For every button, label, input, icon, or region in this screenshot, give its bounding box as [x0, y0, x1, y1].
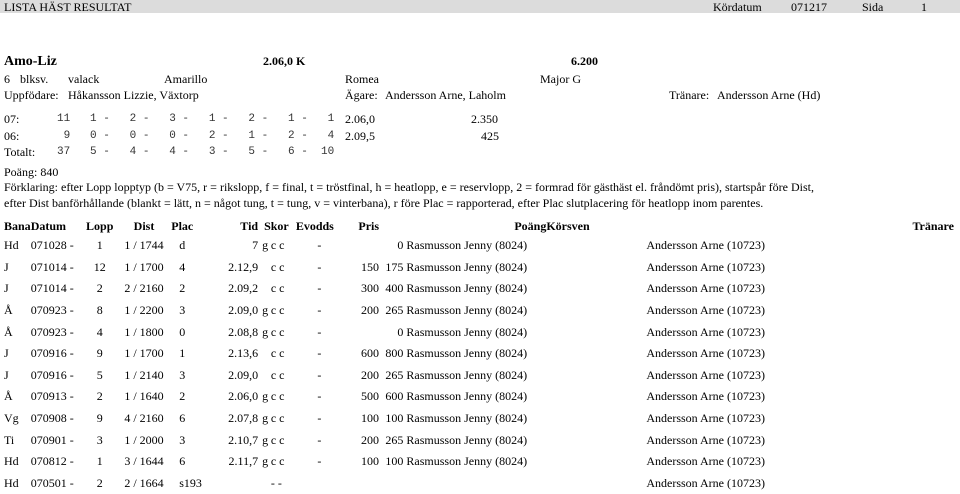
- horse-damsire: Major G: [540, 72, 581, 86]
- cell-korsven: Rasmusson Jenny (8024): [406, 324, 528, 339]
- cell-tranare: Andersson Arne (10723): [646, 432, 765, 447]
- stats-earn-06: 425: [481, 129, 499, 143]
- stats-time-07: 2.06,0: [345, 112, 375, 126]
- cell-tid: 7: [252, 238, 259, 253]
- table-row: [4, 386, 954, 408]
- stats-label-total: Totalt:: [4, 145, 36, 159]
- points: Poäng: 840: [4, 165, 59, 179]
- cell-evodds: -: [317, 346, 322, 361]
- cell-lopp: 2: [96, 281, 103, 296]
- cell-korsven: Rasmusson Jenny (8024): [406, 432, 528, 447]
- cell-dist: 4 / 2160: [124, 411, 164, 426]
- table-row: [4, 300, 954, 322]
- cell-poang: 0: [397, 238, 404, 253]
- cell-skor: g: [262, 454, 269, 469]
- cell-datum: 070901 -: [30, 432, 74, 447]
- cell-plac: 4: [179, 259, 186, 274]
- cell-poang: 400: [385, 281, 404, 296]
- trainer-name: Andersson Arne (Hd): [717, 88, 821, 102]
- col-plac: Plac: [171, 218, 194, 233]
- cell-skor: [258, 278, 271, 300]
- cell-tranare: Andersson Arne (10723): [646, 475, 765, 490]
- cell-skor: [258, 257, 271, 279]
- cell-skor: [258, 473, 271, 494]
- cell-dist: 1 / 1744: [124, 238, 164, 253]
- col-poang: Poäng: [514, 218, 547, 233]
- col-korsven: [546, 217, 812, 235]
- cell-evodds: -: [317, 411, 322, 426]
- horse-record: 2.06,0 K: [263, 54, 306, 68]
- cell-tranare: Andersson Arne (10723): [646, 238, 765, 253]
- cell-tid: 2.09,0: [228, 367, 259, 382]
- cell-korsven: Rasmusson Jenny (8024): [406, 346, 528, 361]
- cell-lopp: 5: [96, 367, 103, 382]
- cell-pris: 500: [361, 389, 380, 404]
- cell-dist: 1 / 1800: [124, 324, 164, 339]
- cell-datum: 070916 -: [30, 346, 74, 361]
- col-tranare: Tränare: [912, 218, 954, 233]
- cell-korsven: Rasmusson Jenny (8024): [406, 238, 528, 253]
- cell-cc: c c: [270, 367, 285, 382]
- cell-dist: 2 / 1664: [124, 475, 164, 490]
- breeder-name: Håkansson Lizzie, Växtorp: [68, 88, 199, 102]
- cell-tranare: Andersson Arne (10723): [646, 367, 765, 382]
- cell-skor: g: [262, 432, 269, 447]
- cell-tranare: Andersson Arne (10723): [646, 346, 765, 361]
- cell-datum: 070908 -: [30, 411, 74, 426]
- cell-tranare: Andersson Arne (10723): [646, 303, 765, 318]
- cell-cc: c c: [270, 324, 285, 339]
- stats-nums-07: 11 1 - 2 - 3 - 1 - 2 - 1 - 1: [57, 113, 335, 125]
- horse-sire: Amarillo: [164, 72, 208, 86]
- table-row: [4, 278, 954, 300]
- cell-dist: 1 / 1700: [124, 259, 164, 274]
- cell-dist: 1 / 2200: [124, 303, 164, 318]
- cell-skor: [258, 343, 271, 365]
- cell-lopp: 9: [96, 411, 103, 426]
- cell-pris: [343, 235, 379, 257]
- trainer-label: Tränare:: [669, 88, 710, 102]
- cell-bana: J: [4, 346, 9, 361]
- cell-evodds: -: [317, 259, 322, 274]
- cell-plac: 3: [179, 432, 186, 447]
- cell-tid: [217, 473, 258, 494]
- cell-cc: c c: [270, 389, 285, 404]
- cell-pris: 200: [361, 367, 380, 382]
- table-row: [4, 235, 954, 257]
- cell-korsven: Rasmusson Jenny (8024): [406, 411, 528, 426]
- cell-datum: 071014 -: [30, 281, 74, 296]
- horse-age: 6: [4, 72, 10, 86]
- cell-bana: Å: [4, 389, 13, 404]
- cell-korsven: Rasmusson Jenny (8024): [406, 303, 528, 318]
- stats-label-06: 06:: [4, 129, 20, 143]
- cell-poang: 175: [385, 259, 404, 274]
- cell-poang: 100: [385, 411, 404, 426]
- stats-label-07: 07:: [4, 112, 20, 126]
- cell-dist: 1 / 1640: [124, 389, 164, 404]
- cell-evodds: -: [317, 324, 322, 339]
- cell-tid: 2.09,2: [228, 281, 259, 296]
- cell-pris: 600: [361, 346, 380, 361]
- breeder-label: Uppfödare:: [4, 88, 59, 102]
- cell-cc: - -: [270, 475, 282, 490]
- cell-plac: 3: [179, 303, 186, 318]
- cell-lopp: 1: [96, 238, 103, 253]
- cell-evodds: -: [317, 303, 322, 318]
- col-lopp: Lopp: [86, 218, 114, 233]
- cell-bana: Ti: [4, 432, 15, 447]
- horse-name: Amo-Liz: [4, 54, 57, 69]
- cell-skor: g: [262, 324, 269, 339]
- cell-dist: 3 / 1644: [124, 454, 164, 469]
- cell-tid: 2.11,7: [228, 454, 259, 469]
- page-value: 1: [921, 0, 927, 14]
- horse-dam: Romea: [345, 72, 379, 86]
- cell-tid: 2.13,6: [228, 346, 259, 361]
- results-table: [4, 217, 954, 494]
- date-label: Kördatum: [713, 0, 762, 14]
- cell-tranare: Andersson Arne (10723): [646, 324, 765, 339]
- cell-skor: g: [262, 389, 269, 404]
- cell-bana: J: [4, 367, 9, 382]
- cell-tid: 2.09,0: [228, 303, 259, 318]
- cell-bana: J: [4, 281, 9, 296]
- cell-korsven: Rasmusson Jenny (8024): [406, 367, 528, 382]
- cell-plac: 2: [179, 281, 186, 296]
- cell-cc: c c: [270, 454, 285, 469]
- cell-pris: [343, 321, 379, 343]
- cell-plac: 6: [179, 411, 186, 426]
- cell-datum: 071014 -: [30, 259, 74, 274]
- cell-tranare: Andersson Arne (10723): [646, 259, 765, 274]
- horse-earnings: 6.200: [571, 54, 598, 68]
- cell-bana: Vg: [4, 411, 19, 426]
- cell-poang: 265: [385, 432, 404, 447]
- cell-evodds: -: [317, 367, 322, 382]
- cell-evodds: [296, 473, 343, 494]
- cell-dist: 1 / 2000: [124, 432, 164, 447]
- horse-sex: valack: [68, 72, 100, 86]
- table-row: [4, 473, 954, 494]
- cell-datum: 070501 -: [30, 475, 74, 490]
- cell-pris: 100: [361, 454, 380, 469]
- cell-bana: Hd: [4, 238, 19, 253]
- col-evodds: Evodds: [295, 218, 334, 233]
- cell-tid: 2.07,8: [228, 411, 259, 426]
- horse-age-unit: blksv.: [20, 72, 49, 86]
- col-dist: Dist: [133, 218, 155, 233]
- owner-name: Andersson Arne, Laholm: [385, 88, 506, 102]
- legend-line-2: efter Dist banförhållande (blankt = lätt, n = något tung, t = tung, v = vinterbana), r före Plac = rapporterad, efter Plac slutplacering för heatlopp inom parentes.: [4, 196, 764, 210]
- stats-nums-06: 9 0 - 0 - 0 - 2 - 1 - 2 - 4: [57, 130, 335, 142]
- stats-nums-total: 37 5 - 4 - 4 - 3 - 5 - 6 - 10: [57, 146, 335, 158]
- cell-poang: 800: [385, 346, 404, 361]
- cell-tranare: Andersson Arne (10723): [646, 389, 765, 404]
- cell-lopp: 12: [93, 259, 106, 274]
- cell-lopp: 1: [96, 454, 103, 469]
- cell-korsven: Rasmusson Jenny (8024): [406, 454, 528, 469]
- cell-bana: Å: [4, 324, 13, 339]
- cell-poang: [379, 473, 403, 494]
- legend-line-1: Förklaring: efter Lopp lopptyp (b = V75, r = rikslopp, f = final, t = tröstfinal, h = heatlopp, e = reservlopp, 2 = formrad för gästhäst el. fråndömt pris), startspår före Dist,: [4, 180, 814, 194]
- cell-plac: 3: [179, 367, 186, 382]
- cell-pris: 100: [361, 411, 380, 426]
- cell-poang: 265: [385, 303, 404, 318]
- cell-poang: 265: [385, 367, 404, 382]
- cell-skor: g: [262, 303, 269, 318]
- cell-plac: 6: [179, 454, 186, 469]
- cell-dist: 2 / 2160: [124, 281, 164, 296]
- cell-poang: 0: [397, 324, 404, 339]
- page-label: Sida: [862, 0, 884, 14]
- table-row: [4, 343, 954, 365]
- cell-cc: c c: [270, 432, 285, 447]
- cell-skor: g: [262, 411, 269, 426]
- col-skor: Skor: [264, 218, 289, 233]
- cell-datum: 070916 -: [30, 367, 74, 382]
- cell-poang: 100: [385, 454, 404, 469]
- cell-plac: s193: [179, 475, 202, 490]
- cell-bana: J: [4, 259, 9, 274]
- table-row: [4, 408, 954, 430]
- cell-plac: 2: [179, 389, 186, 404]
- owner-label: Ägare:: [345, 88, 378, 102]
- cell-lopp: 9: [96, 346, 103, 361]
- cell-datum: 070923 -: [30, 324, 74, 339]
- cell-cc: c c: [270, 259, 285, 274]
- cell-tranare: Andersson Arne (10723): [646, 454, 765, 469]
- cell-tid: 2.06,0: [228, 389, 259, 404]
- cell-tid: 2.10,7: [228, 432, 259, 447]
- cell-lopp: 3: [96, 432, 103, 447]
- cell-tid: 2.12,9: [228, 259, 259, 274]
- cell-datum: 070913 -: [30, 389, 74, 404]
- cell-datum: 070923 -: [30, 303, 74, 318]
- cell-pris: 200: [361, 303, 380, 318]
- stats-earn-07: 2.350: [471, 112, 498, 126]
- cell-pris: 300: [361, 281, 380, 296]
- cell-korsven: Rasmusson Jenny (8024): [406, 281, 528, 296]
- cell-korsven: Rasmusson Jenny (8024): [406, 259, 528, 274]
- cell-evodds: -: [317, 389, 322, 404]
- cell-skor: g: [262, 238, 269, 253]
- col-tid: Tid: [240, 218, 259, 233]
- col-datum: Datum: [30, 218, 67, 233]
- cell-poang: 600: [385, 389, 404, 404]
- cell-bana: Hd: [4, 475, 19, 490]
- cell-evodds: -: [317, 281, 322, 296]
- cell-tranare: Andersson Arne (10723): [646, 281, 765, 296]
- table-row: [4, 257, 954, 279]
- cell-korsven: Rasmusson Jenny (8024): [406, 389, 528, 404]
- cell-pris: 150: [361, 259, 380, 274]
- cell-bana: Hd: [4, 454, 19, 469]
- table-row: [4, 321, 954, 343]
- cell-bana: Å: [4, 303, 13, 318]
- date-value: 071217: [791, 0, 827, 14]
- table-header-row: [4, 217, 954, 235]
- report-title: LISTA HÄST RESULTAT: [4, 0, 132, 14]
- table-row: [4, 429, 954, 451]
- cell-plac: 0: [179, 324, 186, 339]
- cell-korsven: [403, 473, 546, 494]
- cell-cc: c c: [270, 303, 285, 318]
- stats-time-06: 2.09,5: [345, 129, 375, 143]
- cell-lopp: 4: [96, 324, 103, 339]
- cell-cc: c c: [270, 346, 285, 361]
- cell-dist: 1 / 2140: [124, 367, 164, 382]
- col-korsven-label: Körsven: [546, 218, 590, 233]
- cell-cc: c c: [270, 281, 285, 296]
- cell-evodds: -: [317, 454, 322, 469]
- cell-lopp: 8: [96, 303, 103, 318]
- cell-tid: 2.08,8: [228, 324, 259, 339]
- cell-dist: 1 / 1700: [124, 346, 164, 361]
- cell-tranare: Andersson Arne (10723): [646, 411, 765, 426]
- col-bana: Bana: [4, 218, 31, 233]
- col-pris: Pris: [358, 218, 380, 233]
- cell-cc: c c: [270, 238, 285, 253]
- cell-lopp: 2: [96, 389, 103, 404]
- cell-pris: [343, 473, 379, 494]
- cell-lopp: 2: [96, 475, 103, 490]
- cell-datum: 070812 -: [30, 454, 74, 469]
- cell-datum: 071028 -: [30, 238, 74, 253]
- table-row: [4, 451, 954, 473]
- cell-skor: [258, 365, 271, 387]
- cell-cc: c c: [270, 411, 285, 426]
- table-row: [4, 365, 954, 387]
- cell-pris: 200: [361, 432, 380, 447]
- cell-evodds: -: [317, 432, 322, 447]
- cell-plac: 1: [179, 346, 186, 361]
- cell-plac: d: [179, 238, 186, 253]
- cell-evodds: -: [317, 238, 322, 253]
